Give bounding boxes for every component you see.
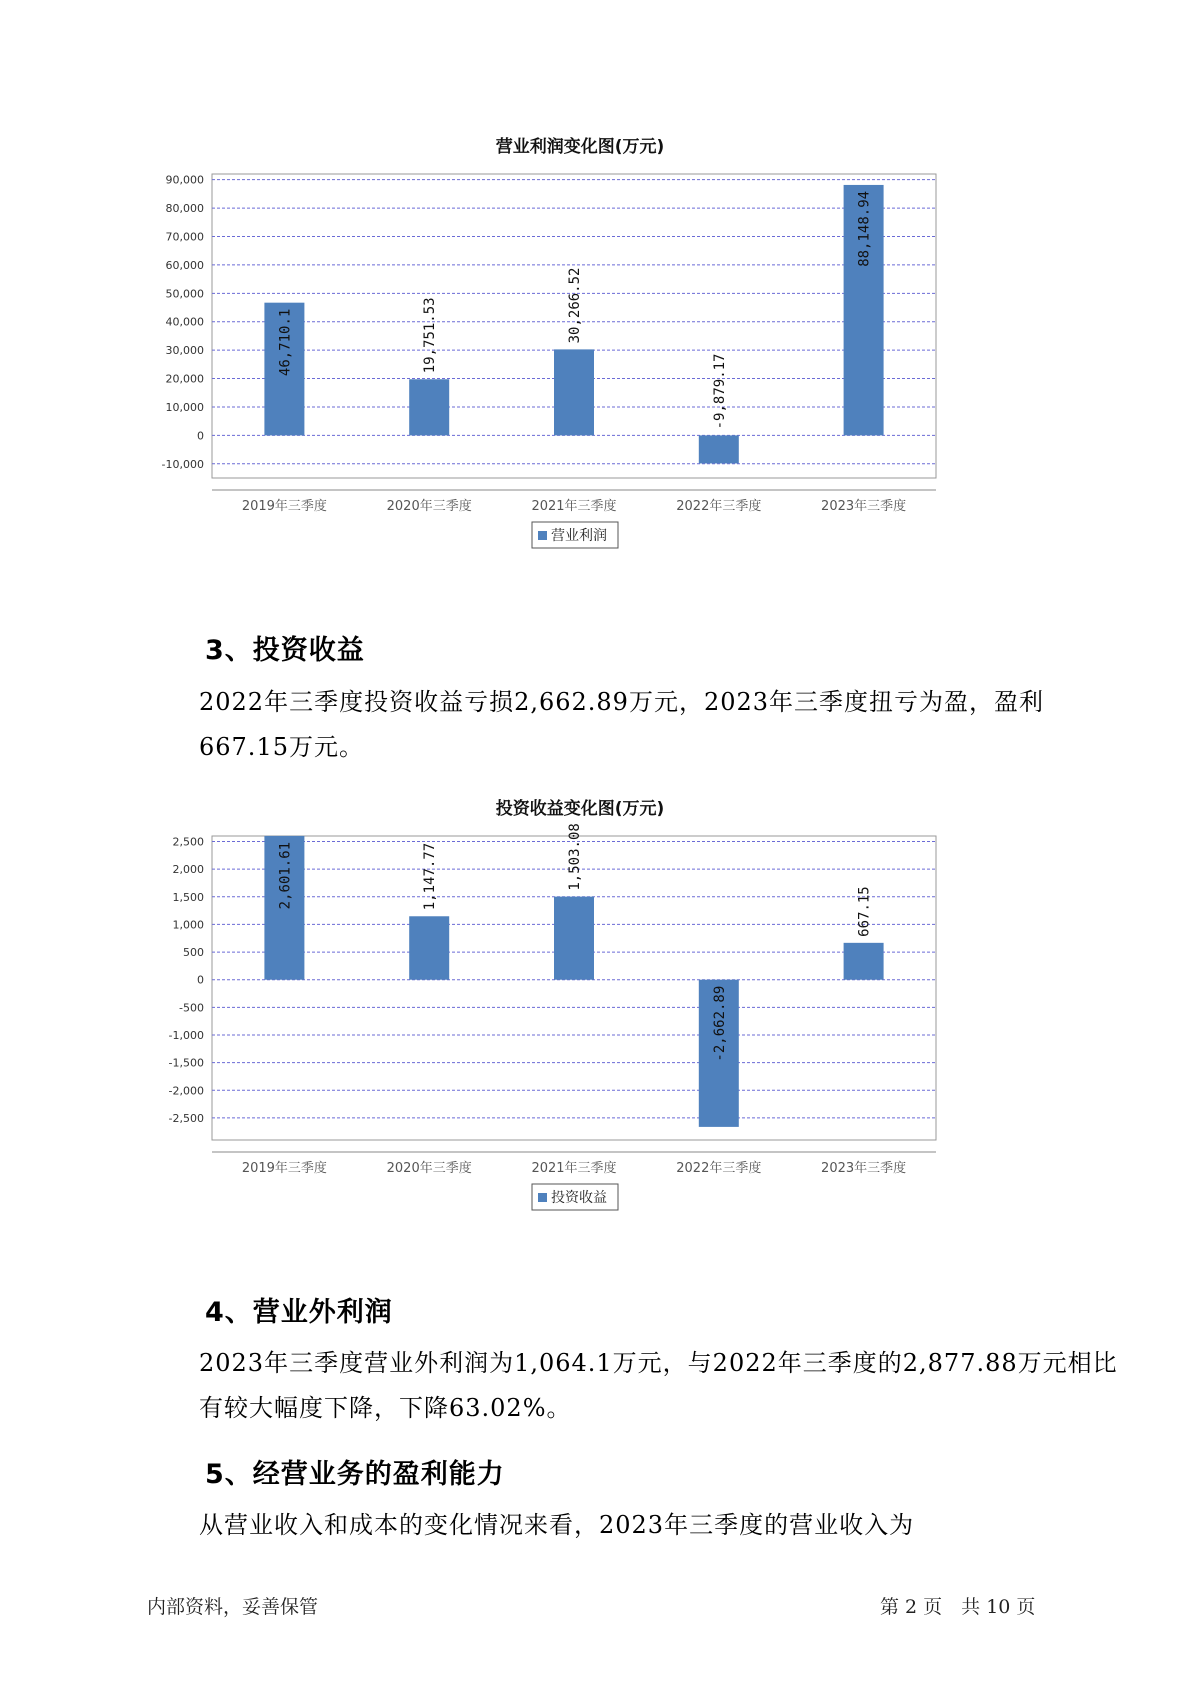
y-tick-label: 30,000 [165,344,204,358]
bar [554,349,594,435]
investment-income-chart-svg [140,790,1060,1260]
x-category-label: 2022年三季度 [676,499,762,514]
section-paragraph-business-profitability: 从营业收入和成本的变化情况来看，2023年三季度的营业收入为 [199,1511,915,1539]
y-tick-label: -1,000 [168,1028,204,1042]
data-label: 2,601.61 [277,841,294,910]
section-heading-investment-income: 3、投资收益 [205,635,365,666]
x-category-label: 2022年三季度 [676,1161,762,1176]
y-tick-label: -10,000 [161,457,204,471]
y-tick-label: 1,500 [172,890,204,904]
x-category-label: 2021年三季度 [531,1161,617,1176]
y-tick-label: 40,000 [165,315,204,329]
y-tick-label: 500 [183,946,204,960]
x-category-label: 2020年三季度 [386,1161,472,1176]
y-tick-label: -2,500 [168,1111,204,1125]
operating-profit-chart [140,128,1060,598]
legend-swatch [538,1193,547,1202]
data-label: 30,266.52 [567,267,583,344]
y-tick-label: 80,000 [165,202,204,216]
y-tick-label: 50,000 [165,287,204,301]
bar [409,379,449,435]
x-category-label: 2023年三季度 [821,499,907,514]
section-paragraph-non-operating-profit: 2023年三季度营业外利润为1,064.1万元，与2022年三季度的2,877.88万元相比有较大幅度下降，下降63.02%。 [199,1349,1118,1422]
data-label: 19,751.53 [422,297,439,374]
footer-confidential-note: 内部资料，妥善保管 [147,1596,319,1618]
y-tick-label: 90,000 [165,173,204,187]
legend [532,1184,618,1210]
data-label: -2,662.89 [711,985,728,1062]
legend-label: 营业利润 [551,528,607,544]
data-label: 667.15 [856,886,873,937]
investment-income-chart [140,790,1060,1260]
x-category-label: 2019年三季度 [241,499,327,514]
x-category-label: 2021年三季度 [531,499,617,514]
x-category-label: 2019年三季度 [241,1161,327,1176]
y-tick-label: 70,000 [165,230,204,244]
y-tick-label: 2,500 [172,835,204,849]
operating-profit-chart-svg [140,128,1060,598]
section-heading-non-operating-profit: 4、营业外利润 [205,1297,393,1328]
data-label: 1,503.08 [567,823,583,891]
footer-page-number: 第 2 页 共 10 页 [880,1596,1036,1618]
section-heading-business-profitability: 5、经营业务的盈利能力 [205,1459,505,1490]
legend-swatch [538,531,547,540]
data-label: -9,879.17 [711,353,728,430]
data-label: 1,147.77 [422,842,439,911]
bar [844,943,884,980]
y-tick-label: 0 [197,429,204,443]
chart-title: 投资收益变化图(万元) [495,799,665,819]
bar [699,435,739,463]
x-category-label: 2020年三季度 [386,499,472,514]
y-tick-label: 60,000 [165,258,204,272]
data-label: 88,148.94 [856,190,873,267]
y-tick-label: -1,500 [168,1056,204,1070]
chart-title: 营业利润变化图(万元) [495,137,665,157]
y-tick-label: 0 [197,973,204,987]
y-tick-label: 2,000 [172,863,204,877]
legend [532,522,618,548]
y-tick-label: -2,000 [168,1084,204,1098]
legend-label: 投资收益 [551,1190,607,1206]
y-tick-label: 1,000 [172,918,204,932]
section-paragraph-investment-income: 2022年三季度投资收益亏损2,662.89万元，2023年三季度扭亏为盈，盈利667.15万元。 [199,688,1045,761]
data-label: 46,710.1 [277,308,294,377]
bar [554,897,594,980]
x-category-label: 2023年三季度 [821,1161,907,1176]
bar [409,916,449,979]
y-tick-label: -500 [179,1001,204,1015]
y-tick-label: 20,000 [165,372,204,386]
y-tick-label: 10,000 [165,400,204,414]
